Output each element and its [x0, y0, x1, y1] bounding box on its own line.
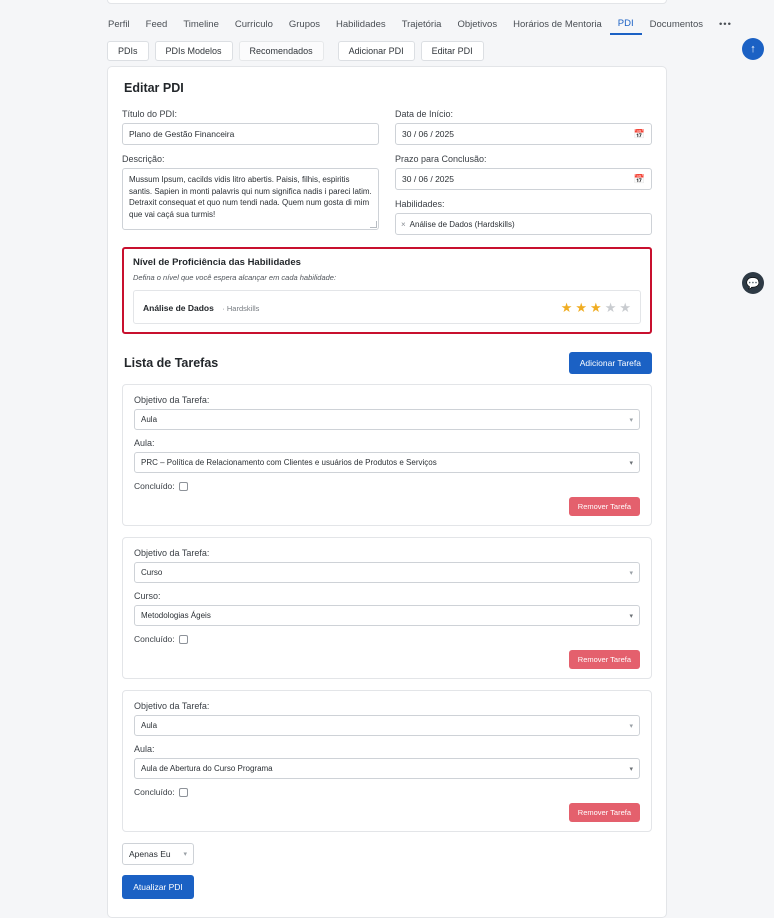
chat-button[interactable]	[742, 272, 764, 294]
task-done-label: Concluído:	[134, 481, 175, 491]
task-objective-value: Aula	[141, 415, 158, 424]
task-item	[122, 537, 652, 679]
nav-item-curriculo[interactable]: Curriculo	[234, 19, 273, 30]
task-item	[122, 690, 652, 832]
subnav-pdis[interactable]: PDIs	[107, 41, 149, 61]
subnav-pdis-modelos[interactable]: PDIs Modelos	[155, 41, 233, 61]
nav-item-objetivos[interactable]: Objetivos	[457, 19, 498, 30]
nav-item-timeline[interactable]: Timeline	[183, 19, 219, 30]
subnav-recomendados[interactable]: Recomendados	[239, 41, 324, 61]
calendar-icon[interactable]: 📅	[633, 173, 645, 184]
task-done-checkbox[interactable]	[179, 482, 188, 491]
calendar-icon[interactable]: 📅	[633, 128, 645, 139]
proficiency-skill-name: Análise de Dados	[143, 303, 214, 313]
star-5[interactable]: ★	[619, 299, 631, 315]
task-done-row	[134, 481, 640, 491]
pdi-subnav	[107, 41, 484, 61]
chevron-down-icon[interactable]: ▾	[183, 851, 187, 858]
chevron-down-icon[interactable]: ▾	[629, 765, 633, 773]
title-input[interactable]: Plano de Gestão Financeira	[122, 123, 379, 145]
chevron-down-icon[interactable]: ▾	[629, 416, 633, 424]
description-text: Mussum Ipsum, cacilds vidis litro abertis. Paisis, filhis, espiritis santis. Sapien in monti palavris qui num significa nadis i pareci latim. Detraxit consequat et quo num tendi nada. Quem num gosta di mim que vai caçá sua turmis!	[129, 175, 372, 219]
update-pdi-button[interactable]: Atualizar PDI	[122, 875, 194, 899]
task-resource-label: Aula:	[134, 744, 155, 754]
task-done-label: Concluído:	[134, 787, 175, 797]
description-label: Descrição:	[122, 154, 165, 164]
chevron-down-icon[interactable]: ▾	[629, 459, 633, 467]
skills-label: Habilidades:	[395, 199, 445, 209]
nav-item-perfil[interactable]: Perfil	[108, 19, 130, 30]
proficiency-subtitle: Defina o nível que você espera alcançar em cada habilidade:	[133, 273, 337, 282]
edit-pdi-card	[107, 66, 667, 918]
subnav-editar-pdi[interactable]: Editar PDI	[421, 41, 484, 61]
task-objective-label: Objetivo da Tarefa:	[134, 701, 210, 711]
task-resource-value: Aula de Abertura do Curso Programa	[141, 764, 273, 773]
star-4[interactable]: ★	[604, 299, 617, 315]
star-3[interactable]: ★	[590, 299, 602, 315]
task-objective-label: Objetivo da Tarefa:	[134, 395, 210, 405]
start-date-input[interactable]	[395, 123, 652, 145]
nav-item-feed[interactable]: Feed	[145, 19, 168, 30]
arrow-up-icon: ↑	[750, 43, 756, 55]
skills-tag-input[interactable]	[395, 213, 652, 235]
nav-item-habilidades[interactable]: Habilidades	[336, 19, 386, 30]
remove-task-button[interactable]: Remover Tarefa	[569, 803, 640, 822]
profile-nav	[100, 14, 732, 35]
deadline-input[interactable]	[395, 168, 652, 190]
add-task-button[interactable]: Adicionar Tarefa	[569, 352, 652, 374]
scroll-to-top-button[interactable]	[742, 38, 764, 60]
task-resource-select[interactable]	[134, 758, 640, 779]
visibility-value: Apenas Eu	[129, 849, 171, 859]
skill-tag[interactable]	[401, 220, 515, 229]
task-done-row	[134, 787, 640, 797]
task-resource-label: Aula:	[134, 438, 155, 448]
description-textarea[interactable]	[122, 168, 379, 230]
proficiency-skill	[143, 298, 259, 316]
task-footer	[134, 497, 640, 516]
task-resource-label: Curso:	[134, 591, 161, 601]
task-resource-value: Metodologias Ágeis	[141, 611, 211, 620]
task-resource-select[interactable]	[134, 605, 640, 626]
task-footer	[134, 650, 640, 669]
task-objective-select[interactable]	[134, 409, 640, 430]
task-list-title: Lista de Tarefas	[124, 356, 219, 370]
start-date-value: 30 / 06 / 2025	[402, 129, 454, 139]
editor-left-column	[122, 109, 379, 235]
chat-icon: 💬	[746, 277, 760, 290]
nav-item-pdi[interactable]: PDI	[610, 14, 642, 35]
nav-item-trajetoria[interactable]: Trajetória	[401, 19, 442, 30]
proficiency-title: Nível de Proficiência das Habilidades	[133, 257, 301, 268]
nav-more-icon[interactable]: •••	[718, 19, 732, 30]
task-done-checkbox[interactable]	[179, 788, 188, 797]
editor-columns	[122, 109, 652, 235]
proficiency-section	[122, 247, 652, 334]
star-2[interactable]: ★	[575, 299, 588, 315]
top-card-stub	[107, 0, 667, 4]
chevron-down-icon[interactable]: ▾	[629, 722, 633, 730]
title-label: Título do PDI:	[122, 109, 178, 119]
task-done-row	[134, 634, 640, 644]
start-date-label: Data de Início:	[395, 109, 454, 119]
page-title: Editar PDI	[124, 81, 184, 95]
task-list-header	[122, 352, 652, 374]
task-resource-select[interactable]	[134, 452, 640, 473]
task-objective-value: Aula	[141, 721, 158, 730]
deadline-value: 30 / 06 / 2025	[402, 174, 454, 184]
nav-item-horarios-mentoria[interactable]: Horários de Mentoria	[513, 19, 602, 30]
task-done-checkbox[interactable]	[179, 635, 188, 644]
nav-item-grupos[interactable]: Grupos	[288, 19, 321, 30]
task-item	[122, 384, 652, 526]
tag-remove-icon[interactable]: ×	[401, 219, 406, 229]
nav-item-documentos[interactable]: Documentos	[649, 19, 703, 30]
task-resource-value: PRC – Política de Relacionamento com Clientes e usuários de Produtos e Serviços	[141, 458, 437, 467]
proficiency-skill-type: · Hardskills	[222, 304, 260, 313]
proficiency-row	[133, 290, 641, 324]
textarea-resize-handle[interactable]	[370, 221, 377, 228]
star-1[interactable]: ★	[560, 299, 573, 315]
task-done-label: Concluído:	[134, 634, 175, 644]
task-objective-value: Curso	[141, 568, 163, 577]
subnav-adicionar-pdi[interactable]: Adicionar PDI	[338, 41, 415, 61]
remove-task-button[interactable]: Remover Tarefa	[569, 650, 640, 669]
editor-right-column	[395, 109, 652, 235]
skill-tag-label: Análise de Dados (Hardskills)	[409, 219, 515, 229]
chevron-down-icon[interactable]: ▾	[629, 612, 633, 620]
task-footer	[134, 803, 640, 822]
visibility-select[interactable]	[122, 843, 194, 865]
task-objective-select[interactable]	[134, 715, 640, 736]
chevron-down-icon[interactable]: ▾	[629, 569, 633, 577]
task-objective-label: Objetivo da Tarefa:	[134, 548, 210, 558]
deadline-label: Prazo para Conclusão:	[395, 154, 487, 164]
star-rating[interactable]	[561, 301, 631, 314]
task-objective-select[interactable]	[134, 562, 640, 583]
form-footer	[122, 843, 652, 899]
remove-task-button[interactable]: Remover Tarefa	[569, 497, 640, 516]
